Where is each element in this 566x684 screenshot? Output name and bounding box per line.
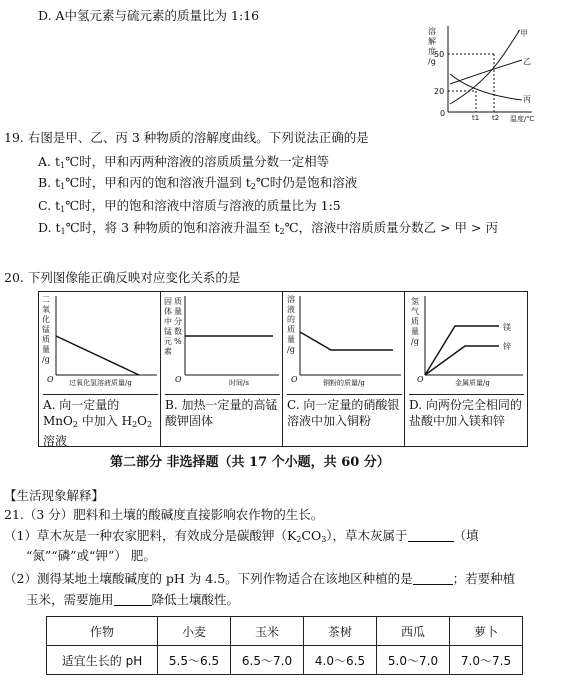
q20-stem: 20. 下列图像能正确反映对应变化关系的是 — [4, 270, 241, 285]
solubility-ylabel-4: /g — [428, 57, 436, 66]
q19-option-c: C. $t_1℃$时，甲的饱和溶液中溶质与溶液的质量比为 1:5 — [38, 198, 341, 214]
svg-text:量: 量 — [411, 327, 419, 336]
svg-text:溶: 溶 — [287, 295, 295, 304]
svg-text:时间/s: 时间/s — [229, 379, 249, 387]
panel-c-line — [300, 332, 393, 350]
q21-sub1-cont: “氮”“磷”或“钾”） 肥。 — [26, 548, 156, 563]
solubility-xtick-t1: t1 — [472, 114, 480, 122]
svg-text:液: 液 — [287, 305, 295, 314]
panel-c-caption: C. 向一定量的硝酸银溶液中加入铜粉 — [287, 394, 402, 429]
svg-text:金属质量/g: 金属质量/g — [455, 379, 490, 387]
svg-text:锰: 锰 — [42, 325, 50, 334]
ph-table — [46, 616, 523, 675]
svg-text:体: 体 — [164, 307, 172, 316]
section-label: 【生活现象解释】 — [4, 488, 105, 503]
svg-text:锌: 锌 — [503, 342, 511, 351]
svg-text:数: 数 — [174, 327, 182, 336]
svg-text:固: 固 — [164, 297, 172, 306]
svg-text:气: 气 — [411, 307, 419, 316]
panel-d-caption: D. 向两份完全相同的盐酸中加入镁和锌 — [409, 394, 524, 429]
solubility-ylabel-3: 度 — [428, 47, 436, 56]
part2-heading: 第二部分 非选择题（共 17 个小题，共 60 分） — [110, 455, 390, 470]
svg-text:元: 元 — [164, 337, 172, 346]
q19-option-b: B. $t_1℃$时，甲和丙的饱和溶液升温到 $t_2℃$时仍是饱和溶液 — [38, 175, 358, 191]
q21-stem: 21.（3 分）肥料和土壤的酸碱度直接影响农作物的生长。 — [4, 507, 324, 522]
svg-text:量: 量 — [42, 345, 50, 354]
solubility-ytick-50: 50 — [434, 50, 445, 59]
svg-text:中: 中 — [164, 317, 172, 326]
svg-text:素: 素 — [164, 347, 172, 356]
q20-panel-c — [283, 292, 405, 446]
solubility-series-bing: 丙 — [523, 95, 531, 104]
svg-text:的: 的 — [287, 315, 295, 324]
svg-text:过氧化氢溶液质量/g: 过氧化氢溶液质量/g — [69, 379, 132, 387]
svg-text:量: 量 — [174, 307, 182, 316]
svg-text:/g: /g — [287, 345, 295, 354]
q19-stem: 19. 右图是甲、乙、丙 3 种物质的溶解度曲线。下列说法正确的是 — [4, 130, 369, 145]
solubility-origin: 0 — [440, 109, 446, 118]
solubility-xtick-t2: t2 — [492, 114, 500, 122]
solubility-curve-bing — [450, 74, 522, 100]
q21-blank-1[interactable] — [408, 529, 454, 542]
q19-option-d: D. $t_1℃$时，将 3 种物质的饱和溶液升温至 $t_2℃$，溶液中溶质质量分数乙 > 甲 > 丙 — [38, 220, 498, 236]
svg-text:质: 质 — [42, 335, 50, 344]
panel-a-line — [56, 336, 139, 375]
svg-text:质: 质 — [411, 317, 419, 326]
svg-text:氢: 氢 — [411, 297, 419, 306]
table-row: 作物 小麦 玉米 茶树 西瓜 萝卜 — [47, 617, 523, 646]
svg-text:质: 质 — [174, 297, 182, 306]
svg-text:镁: 镁 — [503, 323, 511, 332]
solubility-chart — [404, 24, 554, 124]
panel-c-graph — [283, 292, 404, 394]
q21-blank-3[interactable] — [114, 593, 152, 606]
panel-d-graph — [405, 292, 526, 394]
svg-text:氧: 氧 — [42, 305, 50, 314]
svg-text:二: 二 — [42, 295, 50, 304]
svg-text:O: O — [417, 375, 424, 384]
panel-a-caption: A. 向一定量的 MnO$_2$ 中加入 $H_2O_2$溶液 — [43, 394, 158, 449]
solubility-ytick-20: 20 — [434, 87, 445, 96]
solubility-curve-yi — [450, 60, 522, 84]
q21-blank-2[interactable] — [413, 572, 453, 585]
solubility-ylabel-2: 解 — [428, 37, 436, 46]
q21-sub2: （2）测得某地土壤酸碱度的 pH 为 4.5。下列作物适合在该地区种植的是 ；若要种植 — [4, 571, 516, 586]
panel-b-graph — [161, 292, 282, 394]
solubility-curve-jia — [450, 30, 519, 104]
svg-text:/g: /g — [411, 337, 419, 346]
q20-panel-a — [39, 292, 161, 446]
svg-text:/g: /g — [42, 355, 50, 364]
svg-text:铜粉的质量/g: 铜粉的质量/g — [323, 379, 365, 387]
solubility-series-yi: 乙 — [523, 57, 531, 66]
panel-a-graph — [39, 292, 160, 394]
svg-text:%: % — [174, 337, 182, 346]
q20-panel-d — [405, 292, 526, 446]
svg-text:锰: 锰 — [164, 327, 172, 336]
svg-text:质: 质 — [287, 325, 295, 334]
panel-b-caption: B. 加热一定量的高锰酸钾固体 — [165, 394, 280, 429]
solubility-xlabel: 温度/℃ — [510, 115, 535, 123]
svg-text:量: 量 — [287, 335, 295, 344]
solubility-ylabel-1: 溶 — [428, 27, 436, 36]
q20-panel-b — [161, 292, 283, 446]
q21-sub1: （1）草木灰是一种农家肥料，有效成分是碳酸钾$(K_2CO_3)$，草木灰属于 （填 — [4, 528, 479, 544]
svg-text:O: O — [291, 375, 298, 384]
svg-text:O: O — [175, 375, 182, 384]
panel-d-line-zn — [425, 346, 499, 375]
q21-sub2-cont: 玉米，需要施用 降低土壤酸性。 — [26, 592, 240, 607]
table-row: 适宜生长的 pH 5.5～6.5 6.5～7.0 4.0～6.5 5.0～7.0 7.0～7.5 — [47, 646, 523, 675]
q20-graph-panels — [38, 291, 528, 447]
svg-text:分: 分 — [174, 317, 182, 326]
q18-option-d: D. A中氢元素与硫元素的质量比为 1:16 — [38, 8, 260, 23]
svg-text:化: 化 — [42, 315, 50, 324]
q19-option-a: A. $t_1℃$时，甲和丙两种溶液的溶质质量分数一定相等 — [38, 154, 330, 170]
solubility-series-jia: 甲 — [520, 29, 528, 38]
svg-text:O: O — [47, 375, 54, 384]
